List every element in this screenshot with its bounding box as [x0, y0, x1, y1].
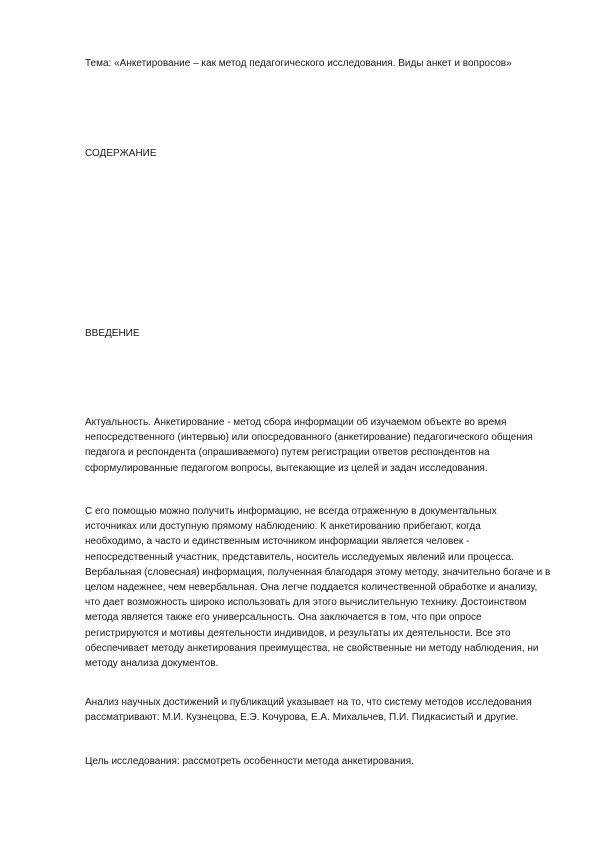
- text-line: что дает возможность широко использовать для этого вычислительную технику. Достоинством: [85, 597, 527, 609]
- text-line: непосредственного (интервью) или опосредованного (анкетирование) педагогического общения: [85, 432, 533, 444]
- text-line: Вербальная (словесная) информация, полученная благодаря этому методу, значительно богаче и в: [85, 566, 551, 578]
- text-line: педагога и респондента (опрашиваемого) путем регистрации ответов респондентов на: [85, 447, 490, 459]
- paragraph-relevance: [85, 415, 555, 476]
- text-line: сформулированные педагогом вопросы, вытекающие из целей и задач исследования.: [85, 462, 488, 474]
- contents-heading: СОДЕРЖАНИЕ: [85, 148, 157, 159]
- text-line: метода является также его универсальность. Она заключается в том, что при опросе: [85, 612, 482, 624]
- paragraph-method: [85, 504, 555, 671]
- paragraph-goal: [85, 754, 555, 769]
- paragraph-literature: [85, 695, 555, 725]
- text-line: рассматривают: М.И. Кузнецова, Е.Э. Кочурова, Е.А. Михальчев, П.И. Пидкасистый и другие.: [85, 712, 519, 724]
- text-line: Анализ научных достижений и публикаций указывает на то, что систему методов исследования: [85, 697, 532, 708]
- text-line: С его помощью можно получить информацию, не всегда отраженную в документальных: [85, 506, 497, 517]
- text-line: источниках или доступную прямому наблюдению. К анкетированию прибегают, когда: [85, 521, 481, 533]
- text-line: Актуальность. Анкетирование - метод сбора информации об изучаемом объекте во время: [85, 417, 507, 428]
- intro-heading: ВВЕДЕНИЕ: [85, 328, 140, 339]
- topic-line: Тема: «Анкетирование – как метод педагогического исследования. Виды анкет и вопросов»: [85, 58, 512, 69]
- text-line: Цель исследования: рассмотреть особенности метода анкетирования.: [85, 756, 414, 767]
- text-line: целом надежнее, чем невербальная. Она легче поддается количественной обработке и анализу,: [85, 582, 538, 594]
- text-line: необходимо, а часто и единственным источником информации является человек -: [85, 536, 470, 548]
- text-line: обеспечивает методу анкетирования преимущества, не свойственные ни методу наблюдения, ни: [85, 642, 539, 654]
- text-line: непосредственный участник, представитель, носитель исследуемых явлений или процесса.: [85, 551, 514, 563]
- text-line: методу анализа документов.: [85, 658, 219, 670]
- text-line: регистрируются и мотивы деятельности индивидов, и результаты их деятельности. Все это: [85, 627, 511, 639]
